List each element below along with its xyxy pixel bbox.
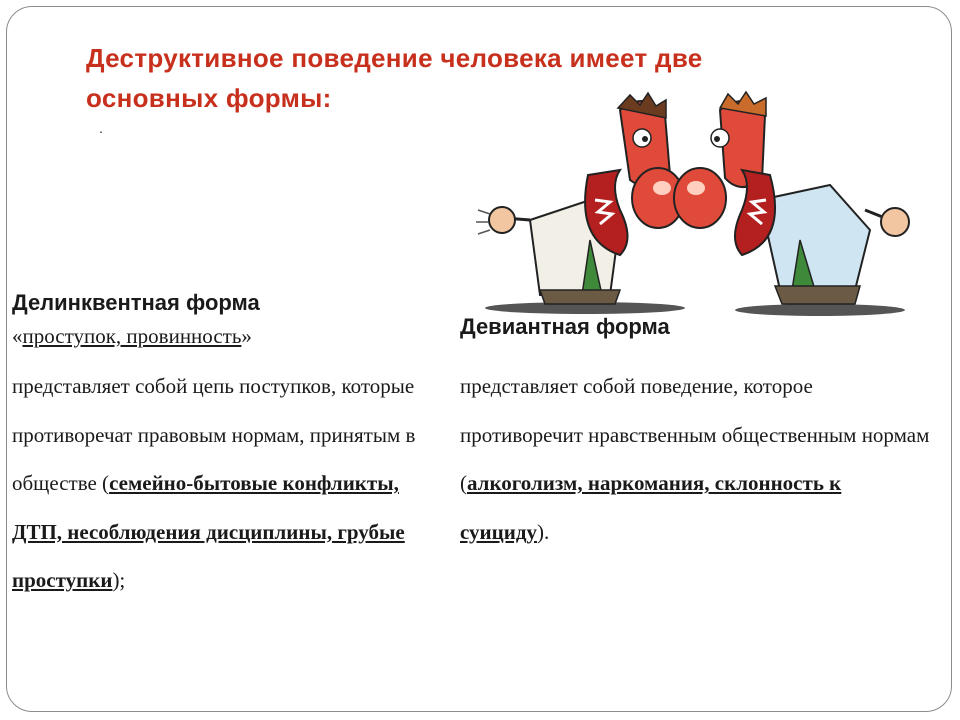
delinquent-body-text: представляет собой цепь поступков, которые противоречат правовым нормам, принятым в обществе (	[12, 374, 416, 495]
delinquent-examples: семейно-бытовые конфликты, ДТП, несоблюдения дисциплины, грубые проступки	[12, 471, 405, 592]
deviant-body-text: представляет собой поведение, которое противоречит нравственным общественным нормам (	[460, 374, 930, 495]
delinquent-subtitle	[12, 322, 432, 350]
deviant-heading: Девиантная форма	[460, 314, 670, 339]
deviant-body	[460, 362, 930, 556]
delinquent-body	[12, 362, 432, 605]
right-man	[674, 92, 909, 304]
title-dot: .	[99, 120, 103, 136]
delinquent-body-end: );	[112, 568, 126, 592]
cartoon-two-arguing-men	[470, 90, 920, 322]
deviant-examples: алкоголизм, наркомания, склонность к суициду	[460, 471, 842, 544]
left-man	[476, 93, 684, 304]
quote-open: «	[12, 324, 23, 348]
subtitle-text: проступок, провинность	[22, 324, 242, 348]
quote-close: »	[241, 324, 252, 348]
delinquent-form-section	[12, 288, 432, 605]
deviant-form-section	[460, 312, 930, 556]
delinquent-heading: Делинквентная форма	[12, 290, 260, 315]
deviant-body-end: ).	[536, 519, 550, 544]
slide-title: Деструктивное поведение человека имеет две основных формы:	[86, 43, 703, 113]
